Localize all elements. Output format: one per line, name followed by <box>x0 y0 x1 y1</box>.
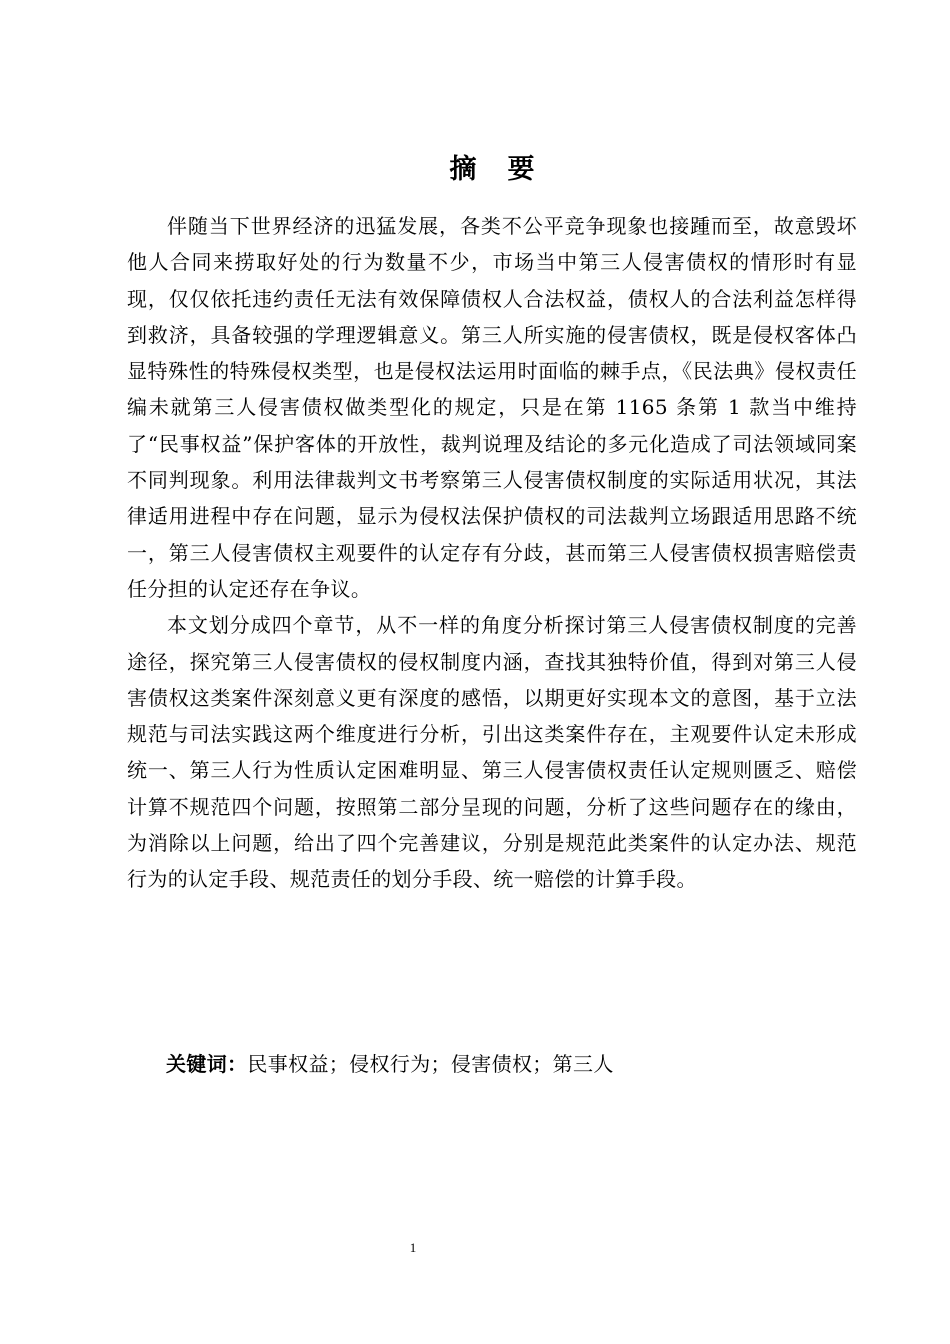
abstract-body <box>127 208 857 898</box>
keywords-list: 民事权益；侵权行为；侵害债权；第三人 <box>247 1052 614 1076</box>
abstract-paragraph-1: 伴随当下世界经济的迅猛发展，各类不公平竞争现象也接踵而至，故意毁坏他人合同来捞取好处的行为数量不少，市场当中第三人侵害债权的情形时有显现，仅仅依托违约责任无法有效保障债权人合法权益，债权人的合法利益怎样得到救济，具备较强的学理逻辑意义。第三人所实施的侵害债权，既是侵权客体凸显特殊性的特殊侵权类型，也是侵权法运用时面临的棘手点，《民法典》侵权责任编未就第三人侵害债权做类型化的规定，只是在第 1165 条第 1 款当中维持了“民事权益”保护客体的开放性，裁判说理及结论的多元化造成了司法领域同案不同判现象。利用法律裁判文书考察第三人侵害债权制度的实际适用状况，其法律适用进程中存在问题，显示为侵权法保护债权的司法裁判立场跟适用思路不统一，第三人侵害债权主观要件的认定存有分歧，甚而第三人侵害债权损害赔偿责任分担的认定还存在争议。 <box>127 214 857 601</box>
abstract-paragraph-2: 本文划分成四个章节，从不一样的角度分析探讨第三人侵害债权制度的完善途径，探究第三人侵害债权的侵权制度内涵，查找其独特价值，得到对第三人侵害债权这类案件深刻意义更有深度的感悟，以期更好实现本文的意图，基于立法规范与司法实践这两个维度进行分析，引出这类案件存在，主观要件认定未形成统一、第三人行为性质认定困难明显、第三人侵害债权责任认定规则匮乏、赔偿计算不规范四个问题，按照第二部分呈现的问题，分析了这些问题存在的缘由，为消除以上问题，给出了四个完善建议，分别是规范此类案件的认定办法、规范行为的认定手段、规范责任的划分手段、统一赔偿的计算手段。 <box>127 613 857 892</box>
keywords-label: 关键词： <box>166 1052 248 1076</box>
keywords-line <box>166 1046 614 1082</box>
abstract-title: 摘 要 <box>449 154 537 185</box>
page-number: 1 <box>409 1240 417 1255</box>
